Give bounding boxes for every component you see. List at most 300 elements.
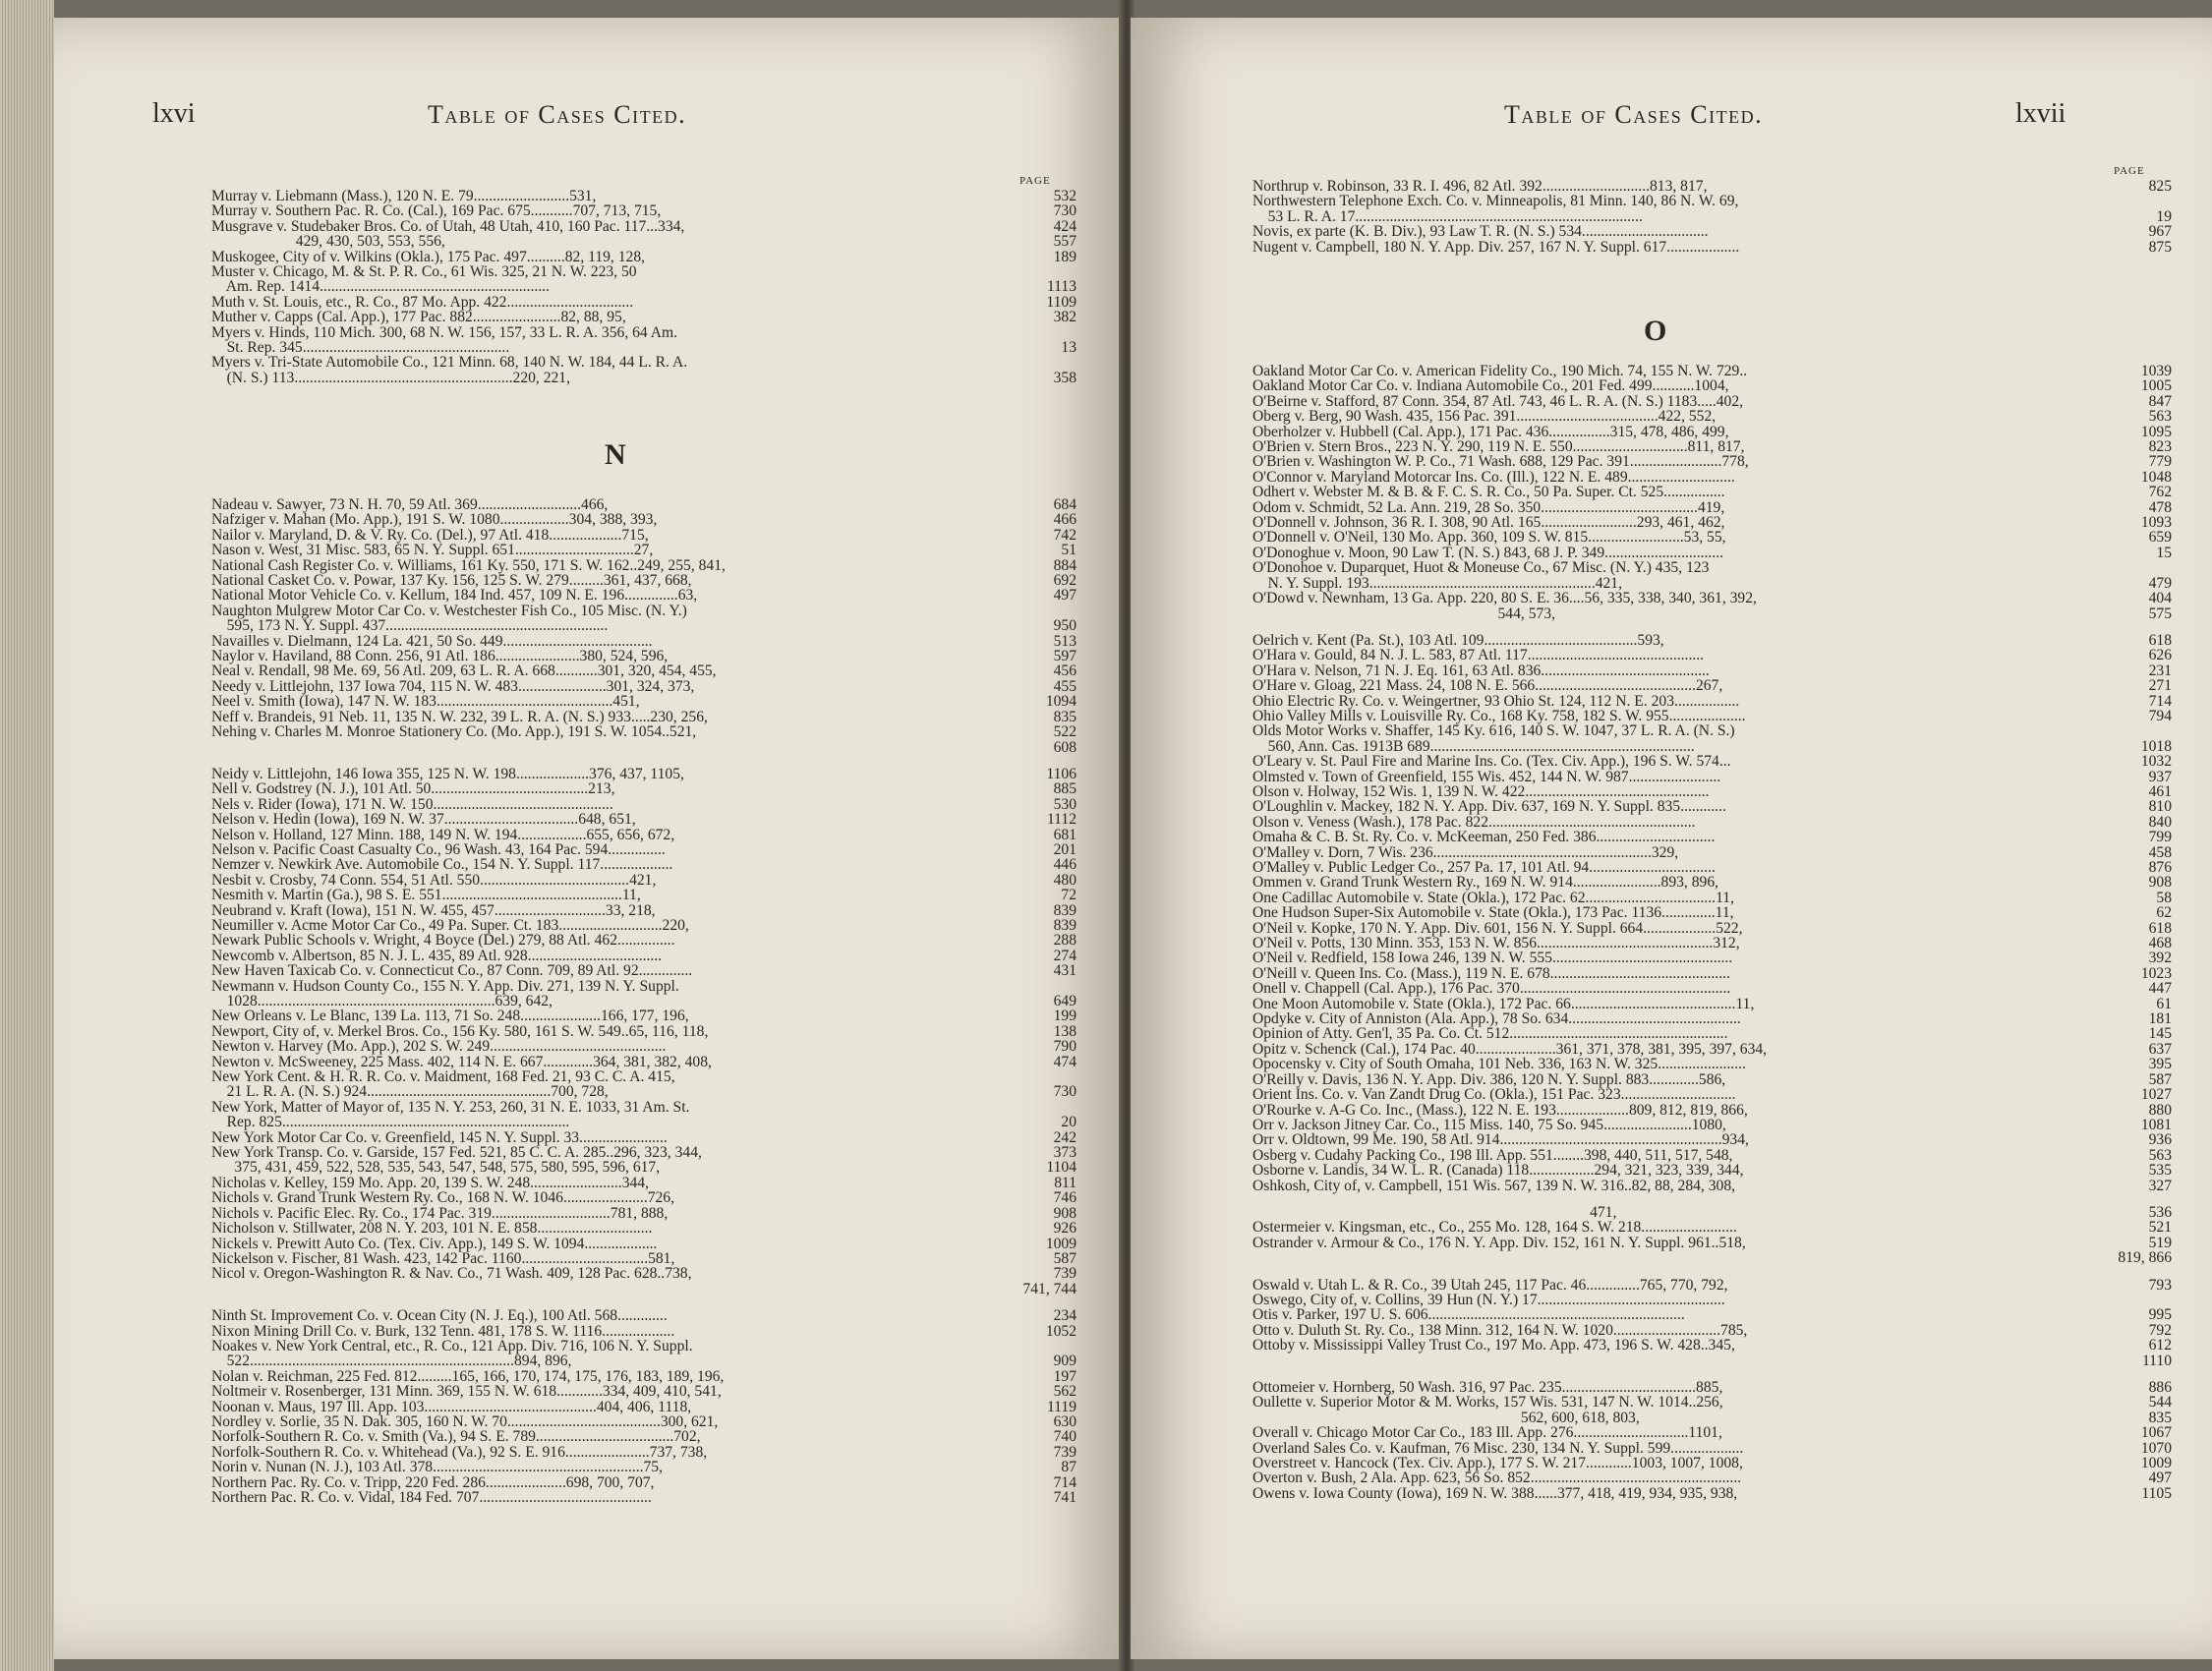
spacer	[1252, 1266, 2172, 1278]
case-entry	[1252, 1163, 2172, 1178]
case-citation: Orr v. Jackson Jitney Car. Co., 115 Miss. 140, 75 So. 945.......................1080,	[1252, 1116, 1726, 1133]
case-entry	[211, 797, 1077, 812]
case-entry	[1252, 951, 2172, 965]
case-entry	[211, 1206, 1077, 1221]
case-page-ref: 474	[1053, 1053, 1077, 1070]
case-citation: Muster v. Chicago, M. & St. P. R. Co., 61 Wis. 325, 21 N. W. 223, 50	[211, 263, 637, 281]
right-section-letter: O	[1644, 315, 1667, 347]
case-entry	[211, 234, 1077, 249]
case-entry	[211, 1384, 1077, 1399]
case-entry	[211, 558, 1077, 573]
case-page-ref: 793	[2148, 1276, 2172, 1294]
case-entry	[211, 679, 1077, 694]
case-citation: Oswald v. Utah L. & R. Co., 39 Utah 245, 117 Pac. 46..............765, 770, 792,	[1252, 1276, 1728, 1294]
case-citation: Nickels v. Prewitt Auto Co. (Tex. Civ. App.), 149 S. W. 1094...................	[211, 1235, 658, 1252]
case-citation: O'Donnell v. O'Neil, 130 Mo. App. 360, 109 S. W. 815.........................53, 55,	[1252, 529, 1726, 547]
case-citation: Oelrich v. Kent (Pa. St.), 103 Atl. 109........................................593,	[1252, 631, 1664, 649]
case-citation: Otis v. Parker, 197 U. S. 606...................................................................	[1252, 1306, 1685, 1324]
case-page-ref: 839	[1053, 916, 1077, 934]
case-page-ref: 790	[1053, 1038, 1077, 1056]
case-citation: O'Neil v. Kopke, 170 N. Y. App. Div. 601, 156 N. Y. Suppl. 664...................522,	[1252, 919, 1743, 937]
case-citation: O'Brien v. Washington W. P. Co., 71 Wash. 688, 129 Pac. 391........................778,	[1252, 453, 1749, 471]
case-citation: Needy v. Littlejohn, 137 Iowa 704, 115 N. W. 483.......................301, 324, 373,	[211, 677, 695, 695]
case-page-ref: 382	[1053, 309, 1077, 326]
case-entry	[1252, 936, 2172, 951]
case-entry	[1252, 1411, 2172, 1425]
case-entry	[1252, 694, 2172, 709]
case-page-ref: 908	[1053, 1204, 1077, 1222]
case-entry	[1252, 709, 2172, 723]
case-entry	[211, 1445, 1077, 1460]
case-citation: Ottoby v. Mississippi Valley Trust Co., 197 Mo. App. 473, 196 S. W. 428..345,	[1252, 1337, 1735, 1354]
case-entry	[1252, 425, 2172, 439]
case-entry	[1252, 1026, 2172, 1041]
left-page-label: PAGE	[1019, 175, 1051, 187]
case-page-ref: 847	[2148, 392, 2172, 410]
case-citation: Nemzer v. Newkirk Ave. Automobile Co., 154 N. Y. Suppl. 117...................	[211, 856, 673, 874]
case-entry	[211, 528, 1077, 543]
case-page-ref: 1023	[2140, 964, 2172, 982]
case-entry	[211, 767, 1077, 781]
case-citation: 429, 430, 503, 553, 556,	[211, 233, 445, 251]
case-citation: Neel v. Smith (Iowa), 147 N. W. 183..............................................451,	[211, 693, 640, 711]
case-page-ref: 536	[2148, 1203, 2172, 1221]
case-citation: Oakland Motor Car Co. v. American Fidelity Co., 190 Mich. 74, 155 N. W. 729..	[1252, 363, 1748, 379]
case-citation: Nelson v. Holland, 127 Minn. 188, 149 N. W. 194..................655, 656, 672,	[211, 826, 675, 843]
case-entry	[211, 663, 1077, 678]
case-page-ref: 446	[1053, 856, 1077, 874]
case-page-ref: 681	[1053, 826, 1077, 843]
case-entry	[1252, 1236, 2172, 1250]
case-page-ref: 1110	[2141, 1352, 2172, 1369]
left-entries-n	[211, 497, 1077, 1505]
case-page-ref: 535	[2148, 1162, 2172, 1180]
case-entry	[211, 1460, 1077, 1474]
case-page-ref: 730	[1053, 202, 1077, 220]
case-entry	[1252, 997, 2172, 1011]
case-page-ref: 612	[2148, 1337, 2172, 1354]
case-citation: Novis, ex parte (K. B. Div.), 93 Law T. R. (N. S.) 534.................................	[1252, 223, 1709, 241]
case-page-ref: 876	[2148, 859, 2172, 876]
case-page-ref: 741	[1053, 1489, 1077, 1506]
case-page-ref: 740	[1053, 1428, 1077, 1446]
case-page-ref: 72	[1061, 887, 1077, 904]
case-entry	[211, 543, 1077, 557]
case-page-ref: 1009	[1045, 1235, 1077, 1252]
case-page-ref: 762	[2148, 484, 2172, 501]
case-page-ref: 1119	[1046, 1398, 1077, 1415]
case-citation: O'Donoghue v. Moon, 90 Law T. (N. S.) 843, 68 J. P. 349...............................	[1252, 544, 1723, 561]
case-page-ref: 563	[2148, 1146, 2172, 1164]
case-citation: Newton v. McSweeney, 225 Mass. 402, 114 N. E. 667.............364, 381, 382, 408,	[211, 1053, 712, 1070]
case-citation: O'Beirne v. Stafford, 87 Conn. 354, 87 Atl. 743, 46 L. R. A. (N. S.) 1183.....402,	[1252, 392, 1744, 410]
case-citation: 21 L. R. A. (N. S.) 924................................................700, 728,	[211, 1083, 609, 1101]
case-citation: Newmann v. Hudson County Co., 155 N. Y. App. Div. 271, 139 N. Y. Suppl.	[211, 977, 679, 995]
case-entry	[211, 371, 1077, 385]
case-citation: Ostermeier v. Kingsman, etc., Co., 255 Mo. 128, 164 S. W. 218.........................	[1252, 1219, 1737, 1237]
case-page-ref: 1070	[2140, 1439, 2172, 1457]
case-citation: Olson v. Veness (Wash.), 178 Pac. 822......................................................	[1252, 813, 1696, 831]
case-citation: Opdyke v. City of Anniston (Ala. App.), 78 So. 634.............................................	[1252, 1010, 1741, 1028]
case-entry	[1252, 770, 2172, 784]
case-page-ref: 456	[1053, 663, 1077, 680]
case-entry	[1252, 860, 2172, 875]
case-citation: Nehing v. Charles M. Monroe Stationery Co. (Mo. App.), 191 S. W. 1054..521,	[211, 723, 697, 741]
case-page-ref: 714	[2148, 692, 2172, 710]
case-entry	[1252, 663, 2172, 678]
case-entry	[211, 1339, 1077, 1354]
case-page-ref: 1048	[2140, 468, 2172, 486]
case-entry	[211, 1024, 1077, 1039]
case-entry	[1252, 648, 2172, 663]
right-page	[1131, 18, 2212, 1659]
case-entry	[1252, 845, 2172, 860]
case-page-ref: 424	[1053, 217, 1077, 235]
case-citation: One Moon Automobile v. State (Okla.), 172 Pac. 66...........................................11,	[1252, 995, 1755, 1012]
case-entry	[211, 250, 1077, 264]
case-entry	[211, 1055, 1077, 1069]
left-page	[54, 18, 1121, 1659]
case-entry	[1252, 1220, 2172, 1235]
case-citation: New Orleans v. Le Blanc, 139 La. 113, 71 So. 248.....................166, 177, 196,	[211, 1008, 689, 1025]
case-citation: Noonan v. Maus, 197 Ill. App. 103.............................................404, 406, 1118,	[211, 1398, 692, 1415]
case-page-ref: 358	[1053, 369, 1077, 386]
case-page-ref: 1113	[1046, 278, 1077, 296]
right-entries-o	[1252, 364, 2172, 1501]
case-entry	[1252, 1087, 2172, 1102]
case-citation: Neff v. Brandeis, 91 Neb. 11, 135 N. W. 232, 39 L. R. A. (N. S.) 933.....230, 256,	[211, 708, 708, 725]
case-entry	[211, 295, 1077, 310]
case-citation: Nailor v. Maryland, D. & V. Ry. Co. (Del.), 97 Atl. 418...................715,	[211, 526, 649, 544]
case-citation: O'Neil v. Potts, 130 Minn. 353, 153 N. W. 856..............................................312,	[1252, 935, 1740, 952]
case-citation: Overstreet v. Hancock (Tex. Civ. App.), 177 S. W. 217............1003, 1007, 1008,	[1252, 1455, 1743, 1472]
case-entry	[1252, 546, 2172, 560]
case-entry	[211, 1237, 1077, 1251]
case-page-ref: 563	[2148, 408, 2172, 426]
case-citation: 544, 573,	[1252, 605, 1555, 622]
right-page-number: lxvii	[2015, 98, 2066, 129]
case-page-ref: 1052	[1045, 1322, 1077, 1340]
case-page-ref: 138	[1053, 1022, 1077, 1040]
case-citation: Nesmith v. Martin (Ga.), 98 S. E. 551...............................................11,	[211, 887, 641, 904]
case-citation: 595, 173 N. Y. Suppl. 437..........................................................	[211, 617, 609, 635]
case-citation: 562, 600, 618, 803,	[1252, 1409, 1640, 1426]
case-citation: Nicol v. Oregon-Washington R. & Nav. Co., 71 Wash. 409, 128 Pac. 628..738,	[211, 1265, 692, 1283]
case-entry	[211, 634, 1077, 649]
case-page-ref: 455	[1053, 677, 1077, 695]
case-entry	[1252, 1323, 2172, 1338]
case-page-ref: 995	[2148, 1306, 2172, 1324]
case-citation: Oberg v. Berg, 90 Wash. 435, 156 Pac. 391.....................................422, 552,	[1252, 408, 1717, 426]
case-entry	[1252, 739, 2172, 754]
case-page-ref: 746	[1053, 1189, 1077, 1207]
case-citation: O'Donnell v. Johnson, 36 R. I. 308, 90 Atl. 165.........................293, 461, 462,	[1252, 514, 1725, 532]
case-citation: Northern Pac. R. Co. v. Vidal, 184 Fed. 707.............................................	[211, 1489, 652, 1506]
case-page-ref: 1093	[2140, 514, 2172, 532]
case-entry	[1252, 921, 2172, 936]
case-citation: Nelson v. Pacific Coast Casualty Co., 96 Wash. 43, 164 Pac. 594...............	[211, 840, 666, 858]
case-page-ref: 839	[1053, 901, 1077, 919]
case-entry	[211, 828, 1077, 842]
case-page-ref: 242	[1053, 1128, 1077, 1146]
case-entry	[211, 1145, 1077, 1160]
case-entry	[211, 857, 1077, 872]
case-entry	[1252, 194, 2172, 208]
case-entry	[211, 588, 1077, 603]
case-citation: Nesbit v. Crosby, 74 Conn. 554, 51 Atl. 550.......................................421,	[211, 871, 657, 889]
right-entries-n	[1252, 179, 2172, 255]
case-citation: Opitz v. Schenck (Cal.), 174 Pac. 40.....................361, 371, 378, 381, 395, 397, 634,	[1252, 1040, 1768, 1058]
case-page-ref: 739	[1053, 1265, 1077, 1283]
case-citation: Nugent v. Campbell, 180 N. Y. App. Div. 257, 167 N. Y. Suppl. 617...................	[1252, 238, 1740, 256]
case-entry	[211, 1039, 1077, 1054]
case-citation: O'Loughlin v. Mackey, 182 N. Y. App. Div. 637, 169 N. Y. Suppl. 835............	[1252, 798, 1726, 816]
case-entry	[1252, 966, 2172, 981]
case-citation: O'Malley v. Dorn, 7 Wis. 236.........................................................329,	[1252, 843, 1679, 861]
case-citation: Musgrave v. Studebaker Bros. Co. of Utah, 48 Utah, 410, 160 Pac. 117...334,	[211, 217, 685, 235]
case-citation: Norfolk-Southern R. Co. v. Smith (Va.), 94 S. E. 789....................................702,	[211, 1428, 701, 1446]
case-citation: Muskogee, City of v. Wilkins (Okla.), 175 Pac. 497..........82, 119, 128,	[211, 248, 646, 265]
case-page-ref: 794	[2148, 707, 2172, 724]
case-page-ref: 637	[2148, 1040, 2172, 1058]
case-citation: Osberg v. Cudahy Packing Co., 198 Ill. App. 551........398, 440, 511, 517, 548,	[1252, 1146, 1733, 1164]
case-citation: New Haven Taxicab Co. v. Connecticut Co., 87 Conn. 709, 89 Atl. 92..............	[211, 962, 693, 980]
case-entry	[1252, 409, 2172, 424]
left-running-head: Table of Cases Cited.	[428, 100, 687, 129]
case-citation: Olmsted v. Town of Greenfield, 155 Wis. 452, 144 N. W. 987........................	[1252, 768, 1721, 785]
case-page-ref: 1109	[1046, 293, 1077, 311]
case-entry	[211, 649, 1077, 663]
case-citation: Norin v. Nunan (N. J.), 103 Atl. 378.......................................................75,	[211, 1459, 663, 1476]
case-citation: Rep. 825...........................................................................	[211, 1114, 570, 1131]
case-entry	[211, 888, 1077, 902]
case-entry	[1252, 530, 2172, 545]
case-page-ref: 779	[2148, 453, 2172, 471]
case-citation: Northrup v. Robinson, 33 R. I. 496, 82 Atl. 392............................813, 817,	[1252, 178, 1708, 195]
case-page-ref: 327	[2148, 1177, 2172, 1194]
case-page-ref: 1106	[1046, 765, 1077, 782]
case-page-ref: 458	[2148, 843, 2172, 861]
case-citation: O'Donohoe v. Duparquet, Huot & Moneuse Co., 67 Misc. (N. Y.) 435, 123	[1252, 559, 1710, 577]
case-page-ref: 792	[2148, 1321, 2172, 1339]
case-entry	[211, 918, 1077, 933]
case-page-ref: 825	[2148, 178, 2172, 195]
case-entry	[1252, 905, 2172, 920]
case-entry	[1252, 1425, 2172, 1440]
case-citation: Nickelson v. Fischer, 81 Wash. 423, 142 Pac. 1160.................................581,	[211, 1249, 675, 1267]
case-page-ref: 810	[2148, 798, 2172, 816]
case-page-ref: 884	[1053, 556, 1077, 574]
case-entry	[211, 355, 1077, 370]
case-entry	[1252, 576, 2172, 591]
case-page-ref: 692	[1053, 572, 1077, 590]
case-citation: Orr v. Oldtown, 99 Me. 190, 58 Atl. 914..........................................................934,	[1252, 1131, 1749, 1149]
case-citation: New York Motor Car Co. v. Greenfield, 145 N. Y. Suppl. 33.......................	[211, 1128, 668, 1146]
case-page-ref: 926	[1053, 1220, 1077, 1238]
case-entry	[211, 1069, 1077, 1084]
case-entry	[1252, 1042, 2172, 1057]
case-entry	[211, 264, 1077, 279]
case-page-ref: 288	[1053, 932, 1077, 950]
case-page-ref: 875	[2148, 238, 2172, 256]
case-entry	[1252, 678, 2172, 693]
case-page-ref: 87	[1061, 1459, 1077, 1476]
case-citation: Northern Pac. Ry. Co. v. Tripp, 220 Fed. 286.....................698, 700, 707,	[211, 1473, 655, 1491]
case-entry	[211, 979, 1077, 994]
case-page-ref: 1039	[2140, 363, 2172, 379]
case-citation: O'Reilly v. Davis, 136 N. Y. App. Div. 386, 120 N. Y. Suppl. 883.............586,	[1252, 1070, 1726, 1088]
case-citation: One Cadillac Automobile v. State (Okla.), 172 Pac. 62..................................11,	[1252, 889, 1734, 906]
case-entry	[1252, 560, 2172, 575]
case-entry	[1252, 179, 2172, 194]
case-page-ref: 1027	[2140, 1086, 2172, 1104]
case-citation: Overton v. Bush, 2 Ala. App. 623, 56 So. 852.......................................................	[1252, 1469, 1742, 1487]
case-entry	[1252, 240, 2172, 255]
case-citation: Nolan v. Reichman, 225 Fed. 812.........165, 166, 170, 174, 175, 176, 183, 189, 196,	[211, 1367, 725, 1385]
case-entry	[1252, 485, 2172, 499]
case-citation: Naylor v. Haviland, 88 Conn. 256, 91 Atl. 186......................380, 524, 596,	[211, 648, 669, 665]
case-entry	[211, 1221, 1077, 1236]
case-citation: (N. S.) 113.........................................................220, 221,	[211, 369, 571, 386]
case-page-ref: 557	[1053, 233, 1077, 251]
case-entry	[1252, 454, 2172, 469]
case-citation: Noakes v. New York Central, etc., R. Co., 121 App. Div. 716, 106 N. Y. Suppl.	[211, 1337, 693, 1354]
case-entry	[1252, 470, 2172, 485]
case-entry	[211, 740, 1077, 755]
case-page-ref: 587	[2148, 1070, 2172, 1088]
case-entry	[211, 1475, 1077, 1490]
case-entry	[1252, 1148, 2172, 1163]
case-page-ref: 544	[2148, 1394, 2172, 1412]
case-page-ref: 835	[1053, 708, 1077, 725]
case-citation: Onell v. Chappell (Cal. App.), 176 Pac. 370.......................................................	[1252, 980, 1731, 998]
case-entry	[1252, 1307, 2172, 1322]
left-entries-m	[211, 189, 1077, 385]
case-citation: Noltmeir v. Rosenberger, 131 Minn. 369, 155 N. W. 618............334, 409, 410, 541,	[211, 1383, 722, 1401]
case-page-ref: 404	[2148, 590, 2172, 607]
case-citation: Nordley v. Sorlie, 35 N. Dak. 305, 160 N. W. 70........................................300, 621,	[211, 1412, 719, 1430]
case-page-ref: 909	[1053, 1353, 1077, 1370]
case-page-ref: 189	[1053, 248, 1077, 265]
case-page-ref: 522	[1053, 723, 1077, 741]
case-citation: Neal v. Rendall, 98 Me. 69, 56 Atl. 209, 63 L. R. A. 668...........301, 320, 454, 455,	[211, 663, 717, 680]
case-citation: Norfolk-Southern R. Co. v. Whitehead (Va.), 92 S. E. 916......................737, 738,	[211, 1443, 708, 1461]
case-page-ref: 61	[2156, 995, 2172, 1012]
case-citation: N. Y. Suppl. 193...........................................................421,	[1252, 574, 1623, 592]
case-citation: O'Neill v. Queen Ins. Co. (Mass.), 119 N. E. 678...............................................	[1252, 964, 1730, 982]
case-page-ref: 532	[1053, 188, 1077, 204]
case-citation: Newark Public Schools v. Wright, 4 Boyce (Del.) 279, 88 Atl. 462...............	[211, 932, 675, 950]
case-entry	[211, 710, 1077, 724]
case-entry	[211, 1429, 1077, 1444]
case-citation: Nadeau v. Sawyer, 73 N. H. 70, 59 Atl. 369...........................466,	[211, 496, 609, 513]
case-citation: Nichols v. Pacific Elec. Ry. Co., 174 Pac. 319...............................781, 888,	[211, 1204, 669, 1222]
case-citation: Nichols v. Grand Trunk Western Ry. Co., 168 N. W. 1046......................726,	[211, 1189, 674, 1207]
case-page-ref: 466	[1053, 511, 1077, 529]
right-page-label: PAGE	[2114, 165, 2145, 177]
case-entry	[1252, 981, 2172, 996]
case-citation: Newton v. Harvey (Mo. App.), 202 S. W. 249..............................................	[211, 1038, 667, 1056]
case-page-ref: 1095	[2140, 423, 2172, 440]
case-citation: Myers v. Tri-State Automobile Co., 121 Minn. 68, 140 N. W. 184, 44 L. R. A.	[211, 354, 688, 372]
case-entry	[1252, 875, 2172, 890]
case-entry	[1252, 891, 2172, 905]
case-entry	[1252, 209, 2172, 224]
case-entry	[1252, 439, 2172, 454]
left-page-number: lxvi	[152, 98, 196, 129]
case-page-ref: 886	[2148, 1379, 2172, 1396]
case-citation: Myers v. Hinds, 110 Mich. 300, 68 N. W. 156, 157, 33 L. R. A. 356, 64 Am.	[211, 323, 678, 341]
case-page-ref: 575	[2148, 605, 2172, 622]
case-citation: Neubrand v. Kraft (Iowa), 151 N. W. 455, 457.............................33, 218,	[211, 901, 656, 919]
case-entry	[211, 842, 1077, 857]
case-entry	[211, 1369, 1077, 1384]
case-entry	[211, 512, 1077, 527]
case-citation: Oberholzer v. Hubbell (Cal. App.), 171 Pac. 436................315, 478, 486, 499,	[1252, 423, 1729, 440]
case-page-ref: 730	[1053, 1083, 1077, 1101]
case-citation: Ottomeier v. Hornberg, 50 Wash. 316, 97 Pac. 235...................................885,	[1252, 1379, 1723, 1396]
case-entry	[1252, 500, 2172, 515]
case-citation: 1028..............................................................639, 642,	[211, 993, 553, 1009]
case-page-ref: 649	[1053, 993, 1077, 1009]
case-page-ref: 597	[1053, 648, 1077, 665]
case-entry	[1252, 1338, 2172, 1353]
case-entry	[1252, 515, 2172, 530]
case-citation: O'Malley v. Public Ledger Co., 257 Pa. 17, 101 Atl. 94.................................	[1252, 859, 1716, 876]
case-entry	[1252, 1278, 2172, 1293]
case-entry	[211, 1130, 1077, 1145]
case-entry	[211, 325, 1077, 340]
case-page-ref: 562	[1053, 1383, 1077, 1401]
case-citation: Nafziger v. Mahan (Mo. App.), 191 S. W. 1080..................304, 388, 393,	[211, 511, 658, 529]
case-entry	[211, 1008, 1077, 1023]
case-entry	[211, 310, 1077, 324]
case-citation: Am. Rep. 1414............................................................	[211, 278, 550, 296]
case-page-ref: 13	[1061, 339, 1077, 357]
case-page-ref: 1081	[2140, 1116, 2172, 1133]
case-citation: National Cash Register Co. v. Williams, 161 Ky. 550, 171 S. W. 162..249, 255, 841,	[211, 556, 726, 574]
case-page-ref: 181	[2148, 1010, 2172, 1028]
case-entry	[1252, 830, 2172, 844]
case-page-ref: 447	[2148, 980, 2172, 998]
case-citation: New York Cent. & H. R. R. Co. v. Maidment, 168 Fed. 21, 93 C. C. A. 415,	[211, 1068, 675, 1086]
case-page-ref: 823	[2148, 438, 2172, 456]
case-page-ref: 618	[2148, 919, 2172, 937]
case-entry	[1252, 633, 2172, 648]
case-page-ref: 497	[2148, 1469, 2172, 1487]
right-running-head: Table of Cases Cited.	[1504, 100, 1764, 129]
case-page-ref: 684	[1053, 496, 1077, 513]
case-entry	[1252, 1132, 2172, 1147]
case-citation: Opocensky v. City of South Omaha, 101 Neb. 336, 163 N. W. 325.......................	[1252, 1056, 1746, 1073]
case-citation: New York, Matter of Mayor of, 135 N. Y. 253, 260, 31 N. E. 1033, 31 Am. St.	[211, 1098, 690, 1116]
case-entry	[1252, 1118, 2172, 1132]
case-entry	[211, 933, 1077, 948]
case-entry	[211, 1084, 1077, 1099]
case-entry	[1252, 1380, 2172, 1395]
case-page-ref: 967	[2148, 223, 2172, 241]
case-page-ref: 62	[2156, 904, 2172, 922]
case-page-ref: 936	[2148, 1131, 2172, 1149]
case-page-ref: 468	[2148, 935, 2172, 952]
case-page-ref: 799	[2148, 829, 2172, 846]
case-entry	[1252, 364, 2172, 378]
case-page-ref: 608	[1053, 738, 1077, 756]
case-page-ref: 1112	[1046, 811, 1077, 829]
case-citation: Newport, City of, v. Merkel Bros. Co., 156 Ky. 580, 161 S. W. 549..65, 116, 118,	[211, 1022, 709, 1040]
case-page-ref: 395	[2148, 1056, 2172, 1073]
case-entry	[211, 604, 1077, 618]
